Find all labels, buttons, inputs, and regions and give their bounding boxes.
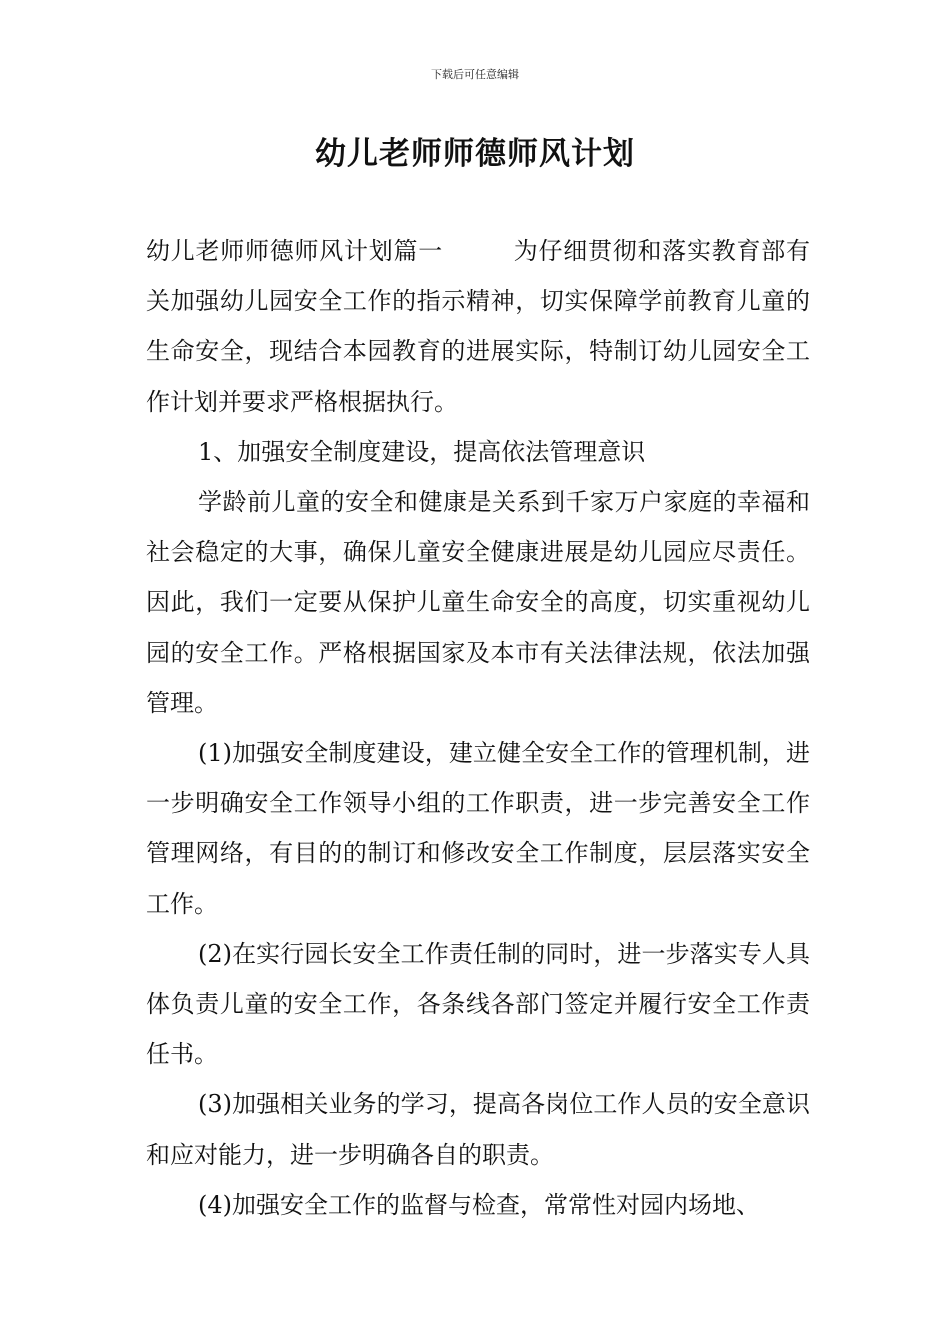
intro-heading: 幼儿老师师德师风计划篇一 <box>146 237 443 265</box>
document-body <box>146 226 810 1230</box>
document-title: 幼儿老师师德师风计划 <box>315 136 635 172</box>
intro-paragraph <box>146 226 810 427</box>
intro-text: 为仔细贯彻和落实教育部有关加强幼儿园安全工作的指示精神，切实保障学前教育儿童的生命安全，现结合本园教育的进展实际，特制订幼儿园安全工作计划并要求严格根据执行。 <box>146 237 810 416</box>
list-item-3: (3)加强相关业务的学习，提高各岗位工作人员的安全意识和应对能力，进一步明确各自的职责。 <box>146 1090 810 1169</box>
section-heading-1: 1、加强安全制度建设，提高依法管理意识 <box>198 437 646 466</box>
list-item-1: (1)加强安全制度建设，建立健全安全工作的管理机制，进一步明确安全工作领导小组的工作职责，进一步完善安全工作管理网络，有目的的制订和修改安全工作制度，层层落实安全工作。 <box>146 739 810 918</box>
body-paragraph: 学龄前儿童的安全和健康是关系到千家万户家庭的幸福和社会稳定的大事，确保儿童安全健康进展是幼儿园应尽责任。因此，我们一定要从保护儿童生命安全的高度，切实重视幼儿园的安全工作。严格根据国家及本市有关法律法规，依法加强管理。 <box>146 488 810 717</box>
list-item-2: (2)在实行园长安全工作责任制的同时，进一步落实专人具体负责儿童的安全工作，各条线各部门签定并履行安全工作责任书。 <box>146 939 810 1069</box>
header-note: 下载后可任意编辑 <box>431 68 519 81</box>
list-item-4: (4)加强安全工作的监督与检查，常常性对园内场地、 <box>198 1190 760 1219</box>
